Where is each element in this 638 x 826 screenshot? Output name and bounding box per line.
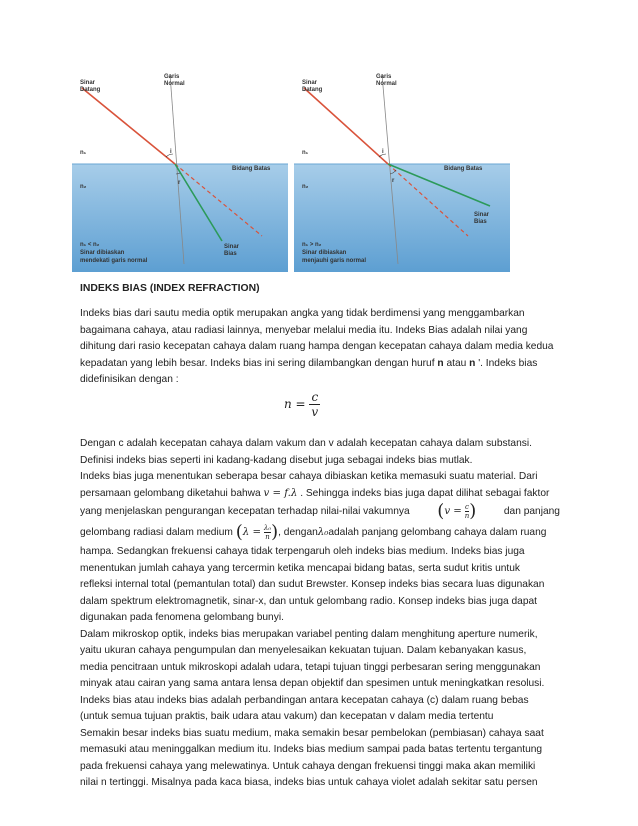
incident-label: Sinar Datang — [302, 80, 323, 93]
text-line: Indeks bias juga menentukan seberapa besar cahaya dibiaskan ketika memasuki suatu material. Dari — [80, 471, 538, 482]
incident-ray — [82, 88, 175, 164]
text-line: Dengan c adalah kecepatan cahaya dalam vakum dan v adalah kecepatan cahaya dalam substansi. — [80, 438, 532, 449]
formula-numerator: c — [311, 390, 319, 404]
refracted-label: Sinar Bias — [474, 212, 490, 225]
text-line: Indeks bias dari sautu media optik merupakan angka yang tidak berdimensi yang menggambarkan — [80, 308, 525, 319]
text-line: Semakin besar indeks bias suatu medium, maka semakin besar pembelokan (pembiasan) cahaya saat — [80, 727, 544, 739]
text-line: digunakan pada fenomena gelombang bunyi. — [80, 612, 284, 623]
n1-label: n₁ — [302, 150, 309, 156]
text-line: pada frekuensi cahaya yang melewatinya. Untuk cahaya dengan frekuensi tinggi maka akan memiliki — [80, 760, 536, 772]
caption-line-2: mendekati garis normal — [80, 258, 148, 264]
n2-label: n₂ — [302, 184, 309, 190]
inline-formula-v: (v = $\frac{c}{n}$) — [437, 500, 477, 522]
text-line: nilai n tertinggi. Misalnya pada kaca biasa, indeks bias untuk cahaya violet adalah sekitar satu persen — [80, 777, 538, 788]
formula-lhs: n = — [284, 397, 306, 411]
refraction-figure — [72, 66, 560, 272]
caption-relation: n₁ > n₂ — [302, 242, 322, 248]
n2-label: n₂ — [80, 184, 87, 190]
caption-line-2: menjauhi garis normal — [302, 258, 367, 264]
formula-fraction — [309, 390, 320, 419]
text-line: hampa. Sedangkan frekuensi cahaya tidak terpengaruh oleh indeks bias medium. Indeks bias juga — [80, 546, 525, 557]
n1-label: n₁ — [80, 150, 87, 156]
text-line: Dalam mikroskop optik, indeks bias merupakan variabel penting dalam menghitung aperture numerik, — [80, 628, 538, 640]
text-line: yaitu ukuran cahaya pengumpulan dan menyelesaikan kekuatan tujuan. Dalam kebanyakan kasus, — [80, 645, 527, 656]
text-line: Indeks bias atau indeks bias adalah perbandingan antara kecepatan cahaya (c) dalam ruang bebas — [80, 694, 529, 706]
intro-paragraph — [80, 306, 560, 389]
text-line: minyak atau cairan yang sama antara lensa depan objektif dan spesimen untuk meningkatkan resolusi. — [80, 678, 545, 689]
text-line: (untuk semua tujuan praktis, baik udara atau vakum) dan kecepatan v dalam media tertentu — [80, 711, 494, 722]
incident-ray — [304, 88, 388, 164]
boundary-label: Bidang Batas — [232, 166, 271, 172]
text-line: yang menjelaskan pengurangan kecepatan terhadap nilai-nilai vakumnya (v = $\frac{c}{n}$) dan panjang — [80, 500, 560, 522]
caption-line-1: Sinar dibiaskan — [80, 250, 125, 256]
text-line: media pencitraan untuk mikroskopi adalah udara, tetapi tujuan tinggi perbesaran sering menggunakan — [80, 661, 541, 673]
caption-relation: n₁ < n₂ — [80, 242, 100, 248]
text-line: persamaan gelombang diketahui bahwa v = f.λ . Sehingga indeks bias juga dapat dilihat sebagai faktor — [80, 487, 550, 499]
section-heading: INDEKS BIAS (INDEX REFRACTION) — [80, 283, 260, 294]
caption-line-1: Sinar dibiaskan — [302, 250, 347, 256]
text-line: Definisi indeks bias seperti ini kadang-kadang disebut juga sebagai indeks bias mutlak. — [80, 454, 473, 466]
text-line: dihitung dari rasio kecepatan cahaya dalam ruang hampa dengan kecepatan cahaya dalam media kedua — [80, 341, 554, 352]
normal-label: Garis Normal — [164, 74, 185, 87]
text-line: bagaimana cahaya, atau radiasi lainnya, menyebar melalui media itu. Indeks Bias adalah nilai yang — [80, 324, 528, 336]
refracted-label: Sinar Bias — [224, 244, 240, 257]
angle-i-label: i — [170, 149, 172, 155]
angle-r-label: r — [178, 180, 181, 186]
body-paragraph — [80, 436, 560, 792]
text-line: kepadatan yang lebih besar. Indeks bias ini sering dilambangkan dengan huruf n atau n '. Indeks bias — [80, 357, 538, 369]
normal-label: Garis Normal — [376, 74, 397, 87]
text-line: gelombang radiasi dalam medium (λ = $\frac{\text{λ₀}}{n}$) , dengan λ₀ adalah panjang gelombang cahaya dalam ruang — [80, 521, 547, 543]
text-line: dalam spektrum elektromagnetik, sinar-x, dan untuk gelombang radio. Konsep indeks bias juga dapat — [80, 595, 538, 607]
text-line: didefinisikan dengan : — [80, 374, 179, 385]
text-line: menentukan jumlah cahaya yang tercermin ketika mencapai bidang batas, serta sudut kritis untuk — [80, 562, 521, 574]
inline-formula-lambda: (λ = $\frac{\text{λ₀}}{n}$) — [235, 521, 279, 543]
formula-denominator: v — [311, 405, 319, 419]
incident-label: Sinar Datang — [80, 80, 101, 93]
refraction-diagram-denser — [72, 66, 288, 272]
text-line: memasuki atau meninggalkan medium itu. Indeks bias medium sampai pada batas tertentu tergantung — [80, 744, 543, 755]
refractive-index-formula — [284, 390, 344, 430]
refraction-diagram-rarer — [294, 66, 510, 272]
boundary-label: Bidang Batas — [444, 166, 483, 172]
text-line: refleksi internal total (pemantulan total) dan sudut Brewster. Konsep indeks bias secara luas digunakan — [80, 579, 545, 590]
angle-r-label: r — [392, 178, 395, 184]
angle-i-label: i — [382, 149, 384, 155]
